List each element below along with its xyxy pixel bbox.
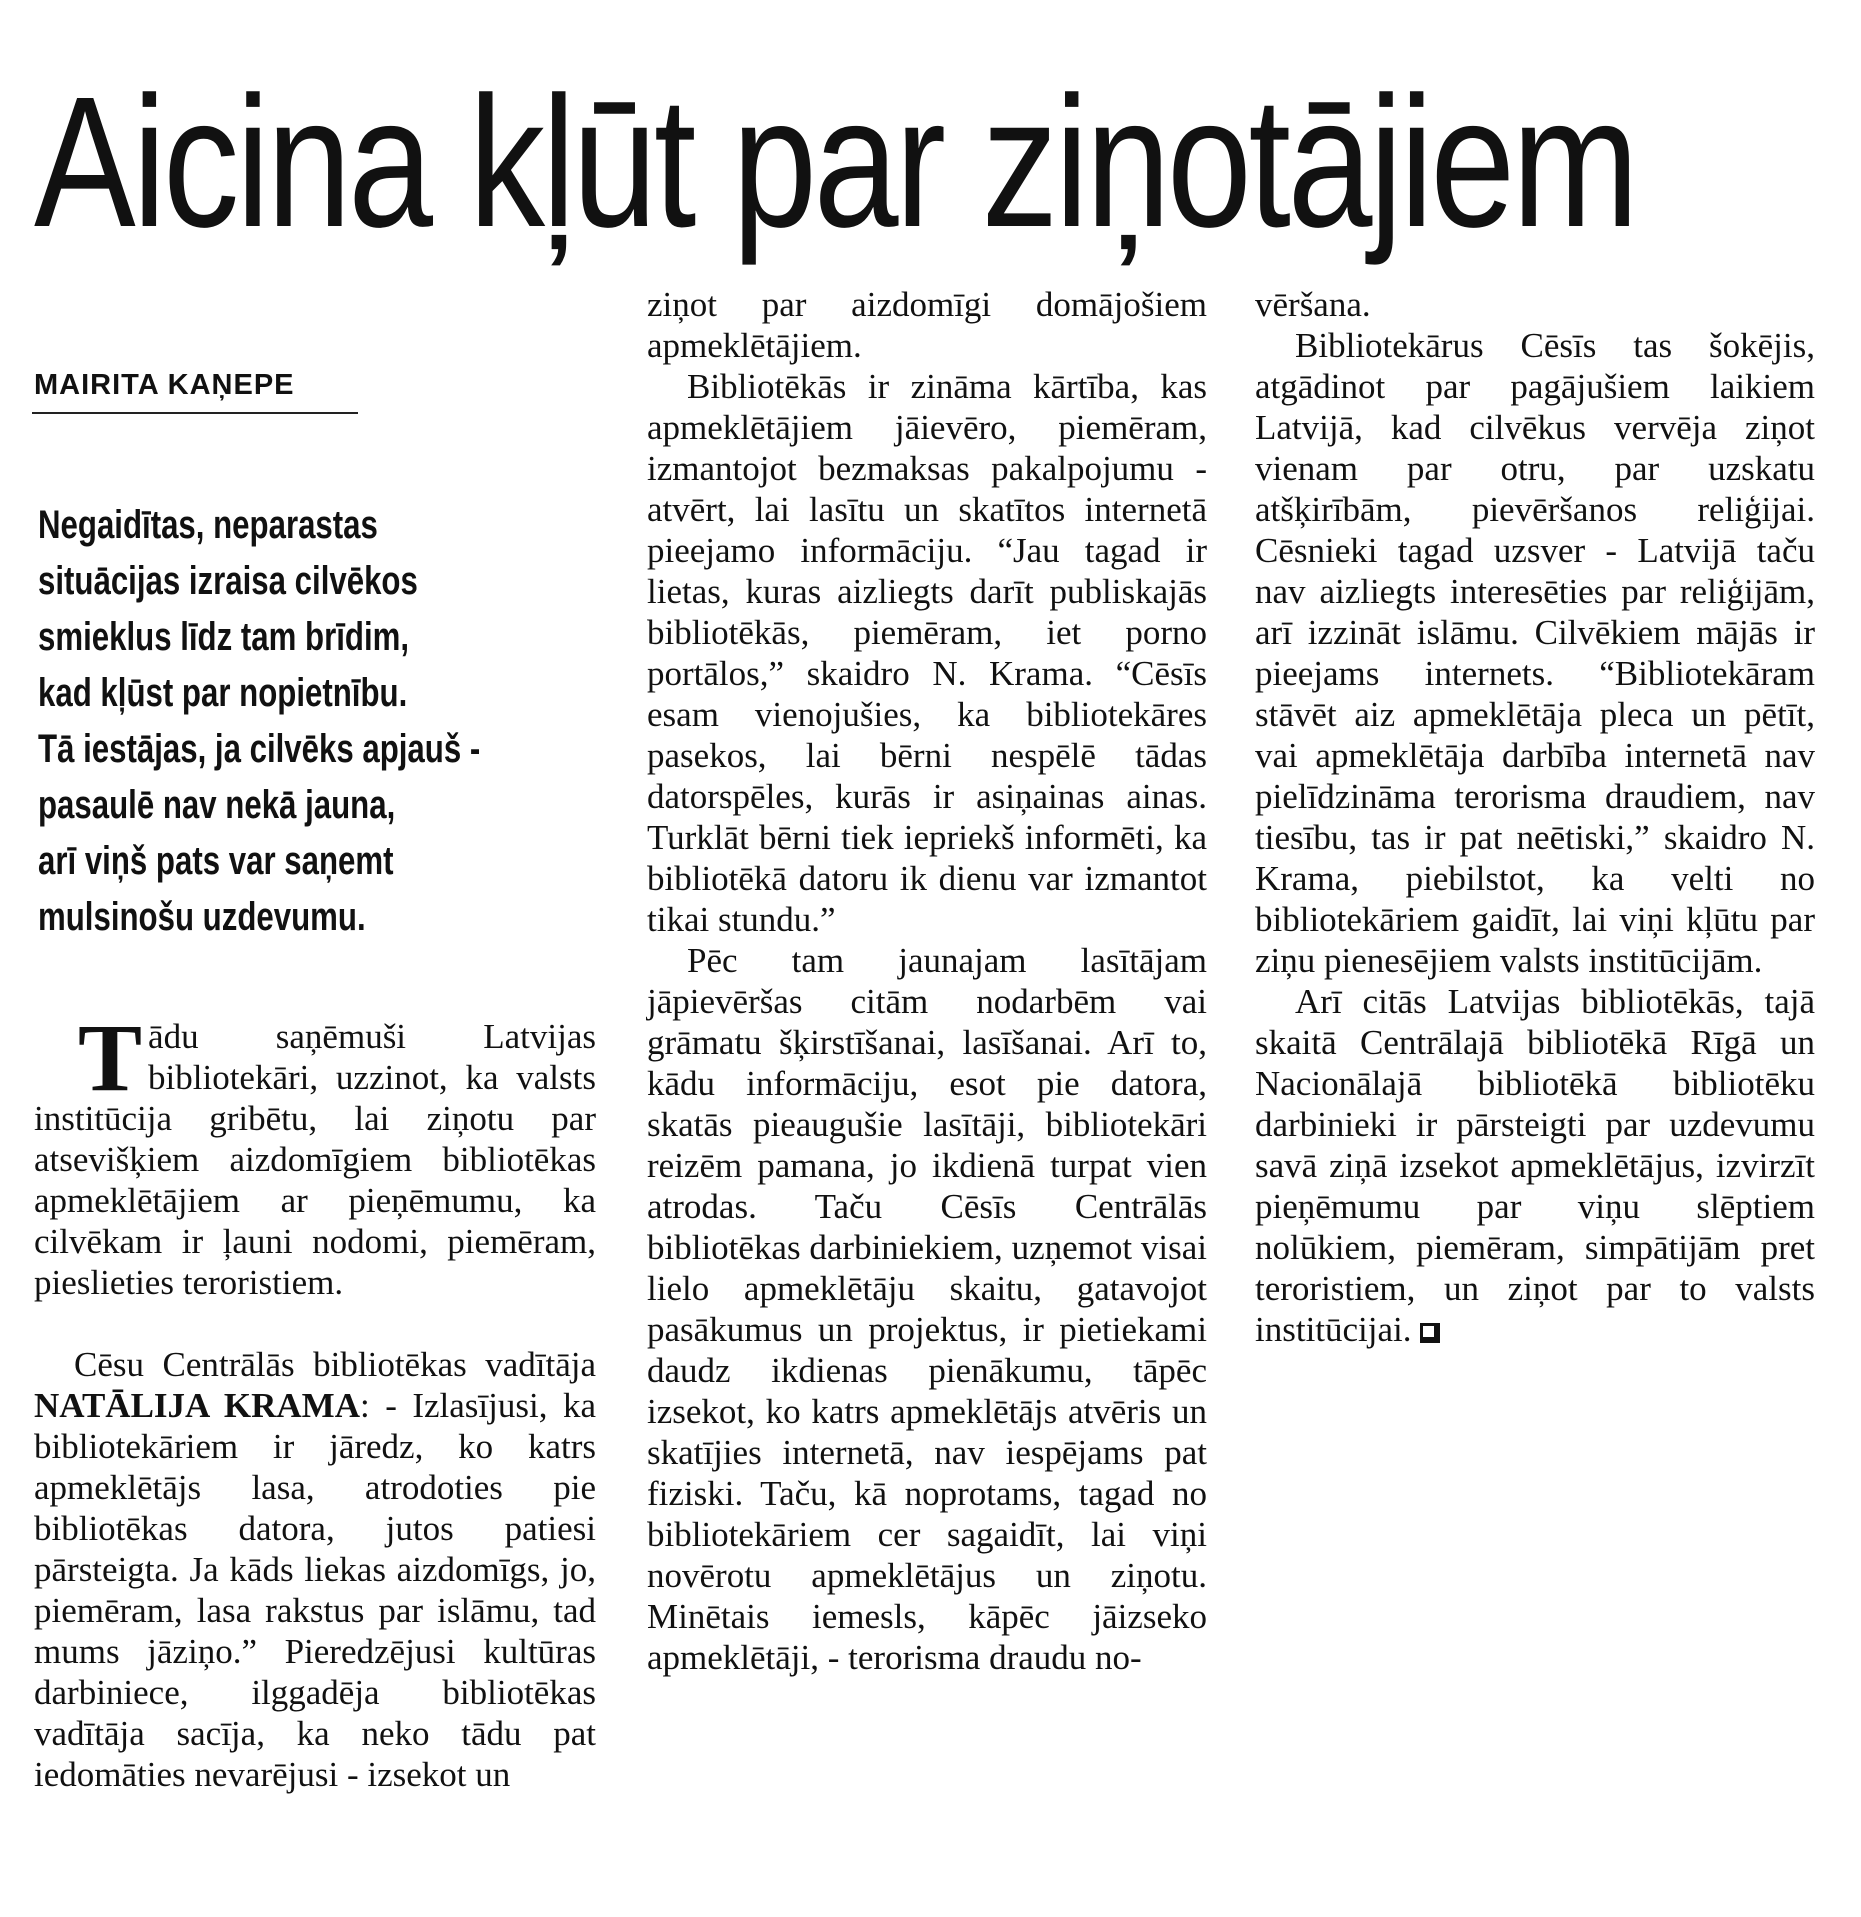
lead-line: pasaulē nav nekā jauna, [38,783,396,827]
lead-line: situācijas izraisa cilvēkos [38,559,418,603]
interviewee-name: NATĀLIJA KRAMA [34,1386,360,1425]
lead-line: smieklus līdz tam brīdim, [38,615,410,659]
article-column-3 [1255,284,1815,1350]
article-paragraph [34,1004,596,1303]
lead-paragraph [38,497,584,945]
article-paragraph: Bibliotekārus Cēsīs tas šokējis, atgādinot par pagājušiem laikiem Latvijā, kad cilvēkus vervēja ziņot vienam par otru, par uzskatu atšķirībām, pievēršanos reliģijai. Cēsnieki tagad uzsver - Latvijā taču nav aizliegts interesēties par reliģijām, arī izzināt islāmu. Cilvēkiem mājās ir pieejams internets. “Bibliotekāram stāvēt aiz apmeklētāja pleca un pētīt, vai apmeklētāja darbība internetā nav pielīdzināma terorisma draudiem, nav tiesību, tas ir pat neētiski,” skaidro N. Krama, piebilstot, ka velti no bibliotekāriem gaidīt, lai viņi kļūtu par ziņu pienesējiem valsts institūcijām. [1255,326,1815,980]
end-of-article-icon [1420,1323,1440,1343]
lead-line: arī viņš pats var saņemt [38,839,394,883]
lead-line: mulsinošu uzdevumu. [38,895,366,939]
paragraph-text: Cēsu Centrālās bibliotēkas vadītāja [74,1345,596,1384]
headline: Aicina kļūt par ziņotājiem [34,59,1636,266]
article-column-1 [34,1004,596,1795]
article-paragraph [34,1344,596,1795]
byline-rule [32,412,358,414]
article-paragraph: vēršana. [1255,285,1371,324]
lead-line: kad kļūst par nopietnību. [38,671,408,715]
paragraph-text: Arī citās Latvijas bibliotēkās, tajā skaitā Centrālajā bibliotēkā Rīgā un Nacionālajā bibliotēkā bibliotēku darbinieki ir pārsteigti par uzdevumu savā ziņā izsekot apmeklētājus, izvirzīt pieņēmumu par viņu slēptiem nolūkiem, piemēram, simpātijām pret teroristiem, un ziņot par to valsts institūcijai. [1255,982,1815,1349]
paragraph-text: ādu saņēmuši Latvijas bibliotekāri, uzzinot, ka valsts institūcija gribētu, lai ziņotu par atsevišķiem aizdomīgiem bibliotēkas apmeklētājiem ar pieņēmumu, ka cilvēkam ir ļauni nodomi, piemēram, pieslieties teroristiem. [34,1017,596,1302]
article-paragraph: Bibliotēkās ir zināma kārtība, kas apmeklētājiem jāievēro, piemēram, izmantojot bezmaksas pakalpojumu - atvērt, lai lasītu un skatītos internetā pieejamo informāciju. “Jau tagad ir lietas, kuras aizliegts darīt publiskajās bibliotēkās, piemēram, iet porno portālos,” skaidro N. Krama. “Cēsīs esam vienojušies, ka bibliotekāres pasekos, lai bērni nespēlē tādas datorspēles, kurās ir asiņainas ainas. Turklāt bērni tiek iepriekš informēti, ka bibliotēkā datoru ik dienu var izmantot tikai stundu.” [647,367,1207,939]
article-paragraph: ziņot par aizdomīgi domājošiem apmeklētājiem. [647,285,1207,365]
drop-cap: T [78,1004,143,1111]
article-column-2 [647,284,1207,1678]
lead-line: Negaidītas, neparastas [38,503,378,547]
lead-line: Tā iestājas, ja cilvēks apjauš - [38,727,481,771]
paragraph-text: : - Izlasījusi, ka bibliotekāriem ir jāredz, ko katrs apmeklētājs lasa, atrodoties pie bibliotēkas datora, jutos patiesi pārsteigta. Ja kāds liekas aizdomīgs, jo, piemēram, lasa rakstus par islāmu, tad mums jāziņo.” Pieredzējusi kultūras darbiniece, ilggadēja bibliotēkas vadītāja sacīja, ka neko tādu pat iedomāties nevarējusi - izsekot un [34,1386,596,1794]
byline: MAIRITA KAŅEPE [34,369,295,401]
article-paragraph: Pēc tam jaunajam lasītājam jāpievēršas citām nodarbēm vai grāmatu šķirstīšanai, lasīšanai. Arī to, kādu informāciju, esot pie datora, skatās pieaugušie lasītāji, bibliotekāri reizēm pamana, jo ikdienā turpat vien atrodas. Taču Cēsīs Centrālās bibliotēkas darbiniekiem, uzņemot visai lielo apmeklētāju skaitu, gatavojot pasākumus un projektus, ir pietiekami daudz ikdienas pienākumu, tāpēc izsekot, ko katrs apmeklētājs atvēris un skatījies internetā, nav iespējams pat fiziski. Taču, kā noprotams, tagad no bibliotekāriem cer sagaidīt, lai viņi novērotu apmeklētājus un ziņotu. Minētais iemesls, kāpēc jāizseko apmeklētāji, - terorisma draudu no- [647,941,1207,1677]
article-paragraph [1255,981,1815,1350]
